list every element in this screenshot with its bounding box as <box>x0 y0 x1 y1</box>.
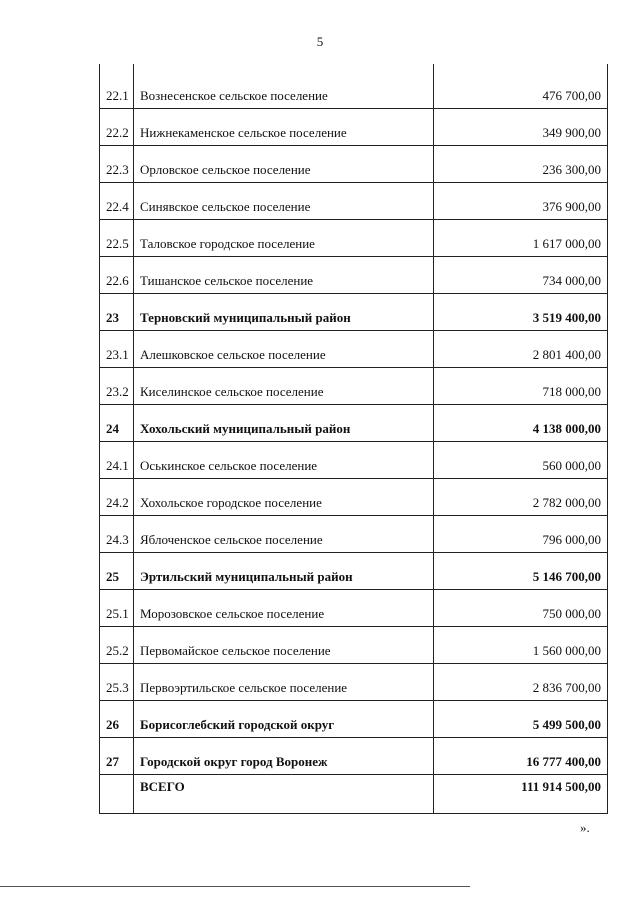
table-row <box>100 109 608 146</box>
row-number: 22.4 <box>100 183 134 220</box>
page-number: 5 <box>316 34 324 49</box>
row-number: 24.3 <box>100 516 134 553</box>
table-row <box>100 479 608 516</box>
row-name: Алешковское сельское поселение <box>134 331 434 368</box>
row-amount: 5 499 500,00 <box>434 701 608 738</box>
row-number: 24.1 <box>100 442 134 479</box>
row-name: Оськинское сельское поселение <box>134 442 434 479</box>
row-amount: 236 300,00 <box>434 146 608 183</box>
table-row <box>100 516 608 553</box>
row-name: Хохольское городское поселение <box>134 479 434 516</box>
row-number: 24 <box>100 405 134 442</box>
row-amount: 1 617 000,00 <box>434 220 608 257</box>
table-row <box>100 664 608 701</box>
row-amount: 4 138 000,00 <box>434 405 608 442</box>
row-name: Киселинское сельское поселение <box>134 368 434 405</box>
row-number: 23 <box>100 294 134 331</box>
row-amount: 3 519 400,00 <box>434 294 608 331</box>
table-row <box>100 220 608 257</box>
table-row <box>100 146 608 183</box>
row-name: Первоэртильское сельское поселение <box>134 664 434 701</box>
table-top-continuation <box>100 64 608 72</box>
table-row <box>100 553 608 590</box>
row-number: 22.1 <box>100 72 134 109</box>
row-amount: 796 000,00 <box>434 516 608 553</box>
row-name: Нижнекаменское сельское поселение <box>134 109 434 146</box>
row-number: 22.3 <box>100 146 134 183</box>
row-name: Первомайское сельское поселение <box>134 627 434 664</box>
row-name: Орловское сельское поселение <box>134 146 434 183</box>
row-name: Таловское городское поселение <box>134 220 434 257</box>
table-row <box>100 294 608 331</box>
total-label: ВСЕГО <box>134 775 434 814</box>
row-number: 25.3 <box>100 664 134 701</box>
table-row <box>100 405 608 442</box>
row-amount: 718 000,00 <box>434 368 608 405</box>
table-row <box>100 627 608 664</box>
table-row <box>100 368 608 405</box>
row-number: 23.2 <box>100 368 134 405</box>
row-amount: 734 000,00 <box>434 257 608 294</box>
row-amount: 376 900,00 <box>434 183 608 220</box>
table-row <box>100 183 608 220</box>
row-name: Городской округ город Воронеж <box>134 738 434 775</box>
row-amount: 1 560 000,00 <box>434 627 608 664</box>
row-number: 27 <box>100 738 134 775</box>
row-amount: 2 801 400,00 <box>434 331 608 368</box>
row-number: 22.5 <box>100 220 134 257</box>
row-name: Борисоглебский городской округ <box>134 701 434 738</box>
row-number: 22.6 <box>100 257 134 294</box>
total-number <box>100 775 134 814</box>
footer-divider <box>0 886 470 887</box>
row-amount: 2 836 700,00 <box>434 664 608 701</box>
row-amount: 16 777 400,00 <box>434 738 608 775</box>
table-row <box>100 72 608 109</box>
row-number: 23.1 <box>100 331 134 368</box>
row-amount: 2 782 000,00 <box>434 479 608 516</box>
table-body <box>100 64 608 814</box>
row-number: 25.1 <box>100 590 134 627</box>
row-name: Синявское сельское поселение <box>134 183 434 220</box>
table-row <box>100 331 608 368</box>
row-number: 25 <box>100 553 134 590</box>
table-row <box>100 442 608 479</box>
total-amount: 111 914 500,00 <box>434 775 608 814</box>
row-amount: 5 146 700,00 <box>434 553 608 590</box>
row-name: Яблоченское сельское поселение <box>134 516 434 553</box>
row-name: Терновский муниципальный район <box>134 294 434 331</box>
row-number: 25.2 <box>100 627 134 664</box>
table-row <box>100 738 608 775</box>
row-name: Хохольский муниципальный район <box>134 405 434 442</box>
budget-allocation-table <box>99 64 608 814</box>
closing-quote-mark: ». <box>580 820 590 835</box>
row-number: 26 <box>100 701 134 738</box>
table-row <box>100 257 608 294</box>
total-row <box>100 775 608 814</box>
row-name: Тишанское сельское поселение <box>134 257 434 294</box>
row-name: Морозовское сельское поселение <box>134 590 434 627</box>
table-row <box>100 701 608 738</box>
row-name: Вознесенское сельское поселение <box>134 72 434 109</box>
table-row <box>100 590 608 627</box>
row-amount: 750 000,00 <box>434 590 608 627</box>
row-number: 24.2 <box>100 479 134 516</box>
row-amount: 476 700,00 <box>434 72 608 109</box>
row-amount: 560 000,00 <box>434 442 608 479</box>
row-number: 22.2 <box>100 109 134 146</box>
row-name: Эртильский муниципальный район <box>134 553 434 590</box>
row-amount: 349 900,00 <box>434 109 608 146</box>
